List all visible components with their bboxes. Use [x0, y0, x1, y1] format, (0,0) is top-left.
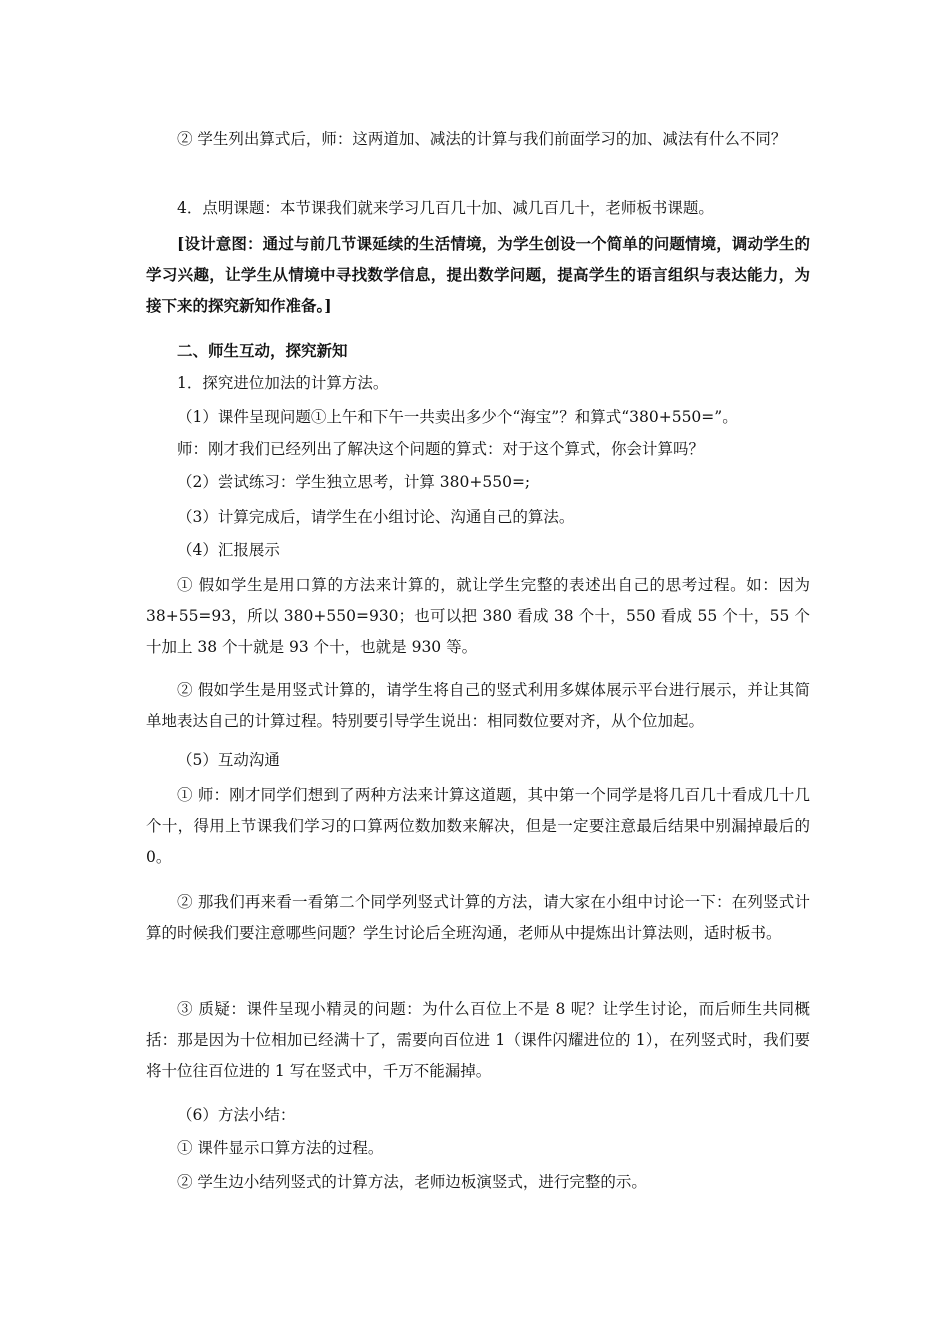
paragraph-summary-heading: （6）方法小结： — [177, 1106, 296, 1124]
paragraph-courseware-question: （1）课件呈现问题①上午和下午一共卖出多少个“海宝”？和算式“380+550=”。 — [177, 408, 738, 426]
section-heading-interaction: 二、师生互动，探究新知 — [177, 341, 348, 360]
paragraph-question-hundreds: ③ 质疑：课件呈现小精灵的问题：为什么百位上不是 8 呢？让学生讨论，而后师生共同概括：那是因为十位相加已经满十了，需要向百位进 1（课件闪耀进位的 1），在列竖式时，我们要将十位往百位进的 1 写在竖式中，千万不能漏掉。 — [146, 1000, 810, 1080]
paragraph-summary-1: ① 课件显示口算方法的过程。 — [177, 1139, 384, 1157]
paragraph-group-discussion: （3）计算完成后，请学生在小组讨论、沟通自己的算法。 — [177, 508, 575, 526]
paragraph-report-heading: （4）汇报展示 — [177, 541, 280, 559]
paragraph-vertical-form: ② 假如学生是用竖式计算的，请学生将自己的竖式利用多媒体展示平台进行展示，并让其简单地表达自己的计算过程。特别要引导学生说出：相同数位要对齐，从个位加起。 — [146, 681, 810, 730]
paragraph-lesson-topic: 4．点明课题：本节课我们就来学习几百几十加、减几百几十，老师板书课题。 — [177, 199, 714, 217]
paragraph-step-1: 1．探究进位加法的计算方法。 — [177, 374, 389, 392]
paragraph-teacher-prompt: 师：刚才我们已经列出了解决这个问题的算式：对于这个算式，你会计算吗？ — [177, 440, 705, 458]
paragraph-summary-2: ② 学生边小结列竖式的计算方法，老师边板演竖式，进行完整的示。 — [177, 1173, 647, 1191]
paragraph-try-practice: （2）尝试练习：学生独立思考，计算 380+550=; — [177, 473, 531, 491]
paragraph-design-question: ② 学生列出算式后，师：这两道加、减法的计算与我们前面学习的加、减法有什么不同？ — [177, 130, 787, 148]
paragraph-interaction-heading: （5）互动沟通 — [177, 751, 280, 769]
paragraph-second-method: ② 那我们再来看一看第二个同学列竖式计算的方法，请大家在小组中讨论一下：在列竖式计算的时候我们要注意哪些问题？学生讨论后全班沟通，老师从中提炼出计算法则，适时板书。 — [146, 893, 810, 942]
paragraph-two-methods: ① 师：刚才同学们想到了两种方法来计算这道题，其中第一个同学是将几百几十看成几十几个十，得用上节课我们学习的口算两位数加数来解决，但是一定要注意最后结果中别漏掉最后的 0。 — [146, 786, 810, 866]
paragraph-mental-math: ① 假如学生是用口算的方法来计算的，就让学生完整的表述出自己的思考过程。如：因为 38+55=93，所以 380+550=930；也可以把 380 看成 38 个十，550 看成 55 个十，55 个十加上 38 个十就是 93 个十，也就是 930 等。 — [146, 576, 810, 656]
paragraph-design-intent: [设计意图：通过与前几节课延续的生活情境，为学生创设一个简单的问题情境，调动学生的学习兴趣，让学生从情境中寻找数学信息，提出数学问题，提高学生的语言组织与表达能力，为接下来的探究新知作准备。] — [146, 234, 810, 315]
